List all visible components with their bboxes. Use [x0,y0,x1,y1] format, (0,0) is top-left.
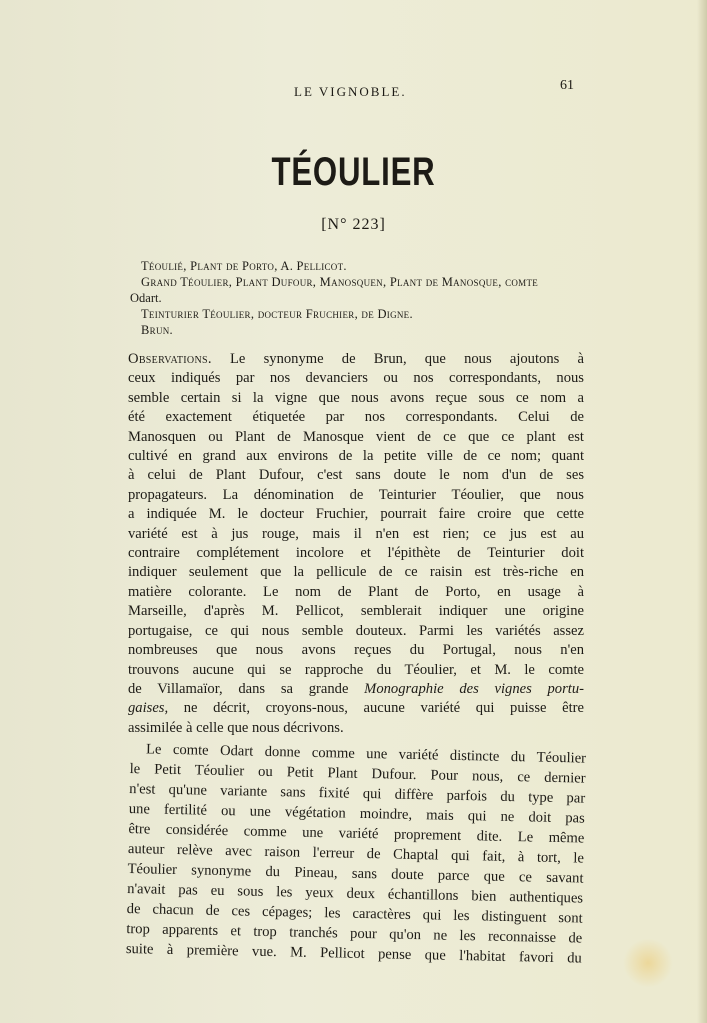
synonym-list [130,258,590,338]
text-line: portugaise, ce qui nous semble douteux. Parmi les variétés assez [128,622,584,639]
text-line: nombreuses que nous avons reçues du Portugal, nous n'en [128,642,584,659]
paragraph [126,739,587,969]
italic-title: Monographie des vignes portu- [364,680,584,697]
observations-lead: Observations. [128,351,212,367]
text-line: Manosquen ou Plant de Manosque vient de ce que ce plant est [128,428,584,445]
synonym-line: Grand Téoulier, Plant Dufour, Manosquen, Plant de Manosque, comte [141,275,539,289]
text-line [128,680,584,699]
italic-title: gaises, [128,700,169,717]
text-fragment: Le synonyme de Brun, que nous ajoutons à [230,351,584,367]
synonym-line: Odart. [130,291,162,305]
text-line: suite à première vue. M. Pellicot pense que l'habitat favori du [125,941,582,967]
text-line: matière colorante. Le nom de Plant de Porto, en usage à [128,583,584,600]
text-line: Marseille, d'après M. Pellicot, semblerait indiquer une origine [128,603,584,620]
text-line: variété est à jus rouge, mais il n'en est rien; ce jus est au [128,525,584,542]
synonym-line: Teinturier Téoulier, docteur Fruchier, de Digne. [141,307,413,321]
body-text [125,350,587,967]
text-line: indiquer seulement que la pellicule de ce raisin est très-riche en [128,564,584,581]
text-line: à celui de Plant Dufour, c'est sans doute le nom d'un de ses [128,467,584,484]
text-line: n'est qu'une variante sans fixité qui diffère parfois du type par [129,781,586,807]
paragraph [128,350,584,738]
paper-stain [623,938,673,988]
text-line: propagateurs. La dénomination de Teinturier Téoulier, que nous [128,486,584,503]
page-title: TÉOULIER [271,150,436,194]
page-header [0,78,707,104]
page-number: 61 [560,78,574,93]
text-line: le Petit Téoulier ou Petit Plant Dufour. Pour nous, ce dernier [129,761,586,787]
text-line [128,350,584,369]
text-line: ceux indiqués par nos devanciers ou nos correspondants, nous [128,370,584,387]
synonym-line: Téoulié, Plant de Porto, A. Pellicot. [141,259,347,273]
text-line: semble certain si la vigne que nous avons reçue sous ce nom a [128,389,584,406]
text-line: de chacun de ces cépages; les caractères qui les distinguent sont [126,901,583,927]
text-line: n'avait pas eu sous les yeux deux échantillons bien authentiques [126,881,584,907]
text-line [128,699,584,718]
text-line: a indiquée M. le docteur Fruchier, pourrait faire croire que cette [128,506,584,523]
page-edge [697,0,707,1023]
text-line: trouvons aucune qui se rapproche du Téoulier, et M. le comte [128,661,584,678]
text-line: Téoulier synonyme du Pineau, sans doute parce que ce savant [127,861,584,887]
text-line: cultivé en grand aux environs de la petite ville de ce nom; quant [128,448,584,465]
text-line: auteur relève avec raison l'erreur de Chaptal qui fait, à tort, le [127,841,585,867]
text-line: assimilée à celle que nous décrivons. [128,719,344,736]
entry-number: [N° 223] [321,216,386,233]
text-line: une fertilité ou une végétation moindre, mais qui ne doit pas [128,801,585,827]
text-line: être considérée comme une variété proprement dite. Le même [128,821,585,847]
text-fragment: de Villamaïor, dans sa grande [128,680,365,697]
text-line: été exactement étiquetée par nos correspondants. Celui de [128,409,584,426]
running-head: LE VIGNOBLE. [294,84,407,99]
text-line: trop apparents et trop tranchés pour qu'on ne les reconnaisse de [126,921,583,947]
text-line: Le comte Odart donne comme une variété distincte du Téoulier [145,741,587,767]
text-line: contraire complétement incolore et l'épithète de Teinturier doit [128,545,584,562]
synonym-line: Brun. [141,323,173,337]
text-fragment: ne décrit, croyons-nous, aucune variété qui puisse être [168,700,584,717]
